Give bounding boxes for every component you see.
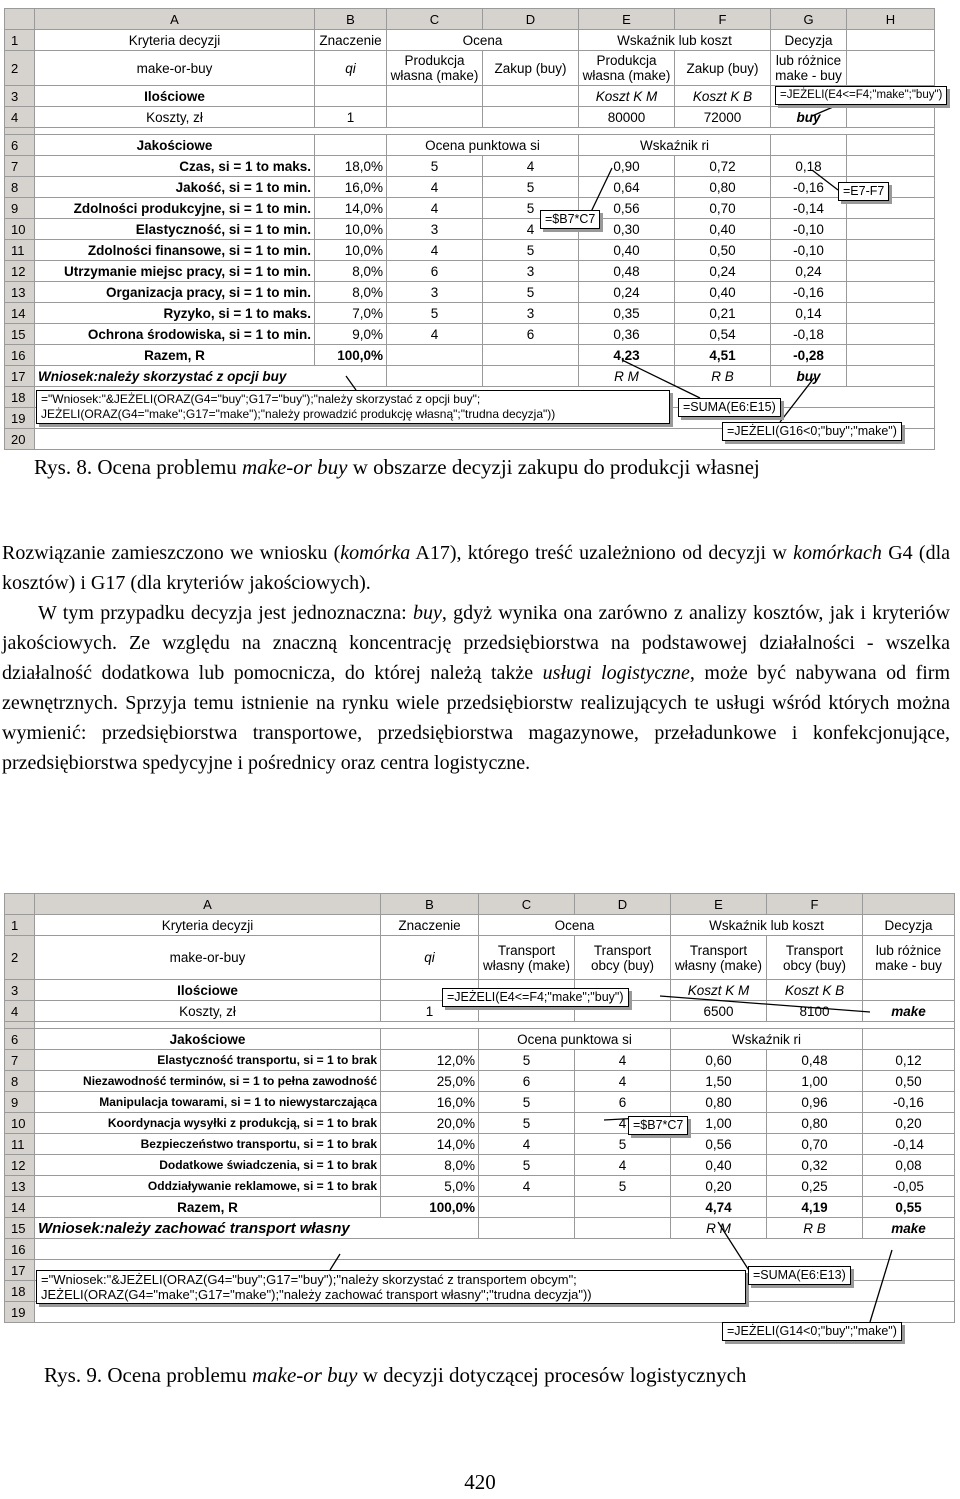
cell[interactable]: lub różnice make - buy xyxy=(771,51,847,86)
cell[interactable]: 4 xyxy=(575,1155,671,1176)
cell[interactable]: Jakościowe xyxy=(35,1029,381,1050)
cell[interactable]: 5 xyxy=(387,156,483,177)
row-header[interactable]: 3 xyxy=(5,86,35,107)
cell[interactable]: Koszt K B xyxy=(675,86,771,107)
row-header[interactable]: 20 xyxy=(5,429,35,450)
column-header[interactable]: F xyxy=(767,894,863,915)
cell[interactable]: 0,48 xyxy=(579,261,675,282)
cell[interactable]: 4 xyxy=(575,1113,671,1134)
caption-text: w obszarze decyzji zakupu do produkcji własnej xyxy=(347,455,760,479)
text-run: W tym przypadku decyzja jest jednoznaczna: xyxy=(38,602,413,624)
row-header[interactable]: 16 xyxy=(5,1239,35,1260)
cell[interactable]: Transport własny (make) xyxy=(479,936,575,980)
cell[interactable]: 4,51 xyxy=(675,345,771,366)
row-header[interactable]: 4 xyxy=(5,1001,35,1022)
formula-line: ="Wniosek:"&JEŻELI(ORAZ(G4="buy";G17="buy");"należy skorzystać z transportem obcym"; xyxy=(41,1272,577,1287)
cell[interactable]: Wniosek:należy zachować transport własny xyxy=(35,1218,479,1239)
caption-text: Rys. 9. Ocena problemu xyxy=(44,1363,252,1387)
cell[interactable]: Wniosek:należy skorzystać z opcji buy xyxy=(35,366,387,387)
cell[interactable]: 0,55 xyxy=(863,1197,955,1218)
cell[interactable]: 0,50 xyxy=(675,240,771,261)
cell[interactable]: -0,10 xyxy=(771,240,847,261)
cell[interactable]: Zdolności finansowe, si = 1 to min. xyxy=(35,240,315,261)
text-italic: usługi logistyczne xyxy=(542,662,690,684)
row-header[interactable]: 17 xyxy=(5,366,35,387)
column-header[interactable]: F xyxy=(675,9,771,30)
arrow-line xyxy=(870,1250,892,1322)
cell[interactable]: 4 xyxy=(387,177,483,198)
cell[interactable]: make xyxy=(863,1218,955,1239)
cell[interactable]: qi xyxy=(381,936,479,980)
cell[interactable]: Niezawodność terminów, si = 1 to pełna zawodność xyxy=(35,1071,381,1092)
callout-arrows-figure-8 xyxy=(0,0,960,450)
column-header[interactable]: H xyxy=(847,9,935,30)
row-header[interactable]: 14 xyxy=(5,1197,35,1218)
row-header[interactable]: 18 xyxy=(5,1281,35,1302)
cell[interactable]: buy xyxy=(771,107,847,128)
row-header[interactable]: 3 xyxy=(5,980,35,1001)
row-header[interactable]: 9 xyxy=(5,198,35,219)
column-header[interactable]: G xyxy=(771,9,847,30)
cell[interactable]: 0,60 xyxy=(671,1050,767,1071)
cell[interactable]: 4 xyxy=(387,198,483,219)
cell[interactable]: -0,05 xyxy=(863,1176,955,1197)
row-header[interactable]: 15 xyxy=(5,1218,35,1239)
caption-text: Rys. 8. Ocena problemu xyxy=(34,455,242,479)
arrow-line xyxy=(812,104,840,116)
formula-callout-conclusion xyxy=(36,390,670,424)
cell[interactable]: Transport obcy (buy) xyxy=(767,936,863,980)
text-italic: komórka xyxy=(340,542,411,564)
cell[interactable]: -0,28 xyxy=(771,345,847,366)
row-header[interactable]: 14 xyxy=(5,303,35,324)
text-italic: buy xyxy=(413,602,442,624)
arrow-line xyxy=(812,170,838,190)
cell[interactable]: 4 xyxy=(575,1050,671,1071)
cell[interactable]: Transport własny (make) xyxy=(671,936,767,980)
cell[interactable]: buy xyxy=(771,366,847,387)
cell[interactable]: 0,18 xyxy=(771,156,847,177)
cell[interactable]: 0,70 xyxy=(767,1134,863,1155)
cell[interactable]: 5 xyxy=(387,303,483,324)
cell[interactable]: 0,70 xyxy=(675,198,771,219)
cell[interactable]: 100,0% xyxy=(315,345,387,366)
cell[interactable]: 14,0% xyxy=(381,1134,479,1155)
cell[interactable]: 0,32 xyxy=(767,1155,863,1176)
cell[interactable]: 3 xyxy=(387,219,483,240)
cell[interactable]: Bezpieczeństwo transportu, si = 1 to brak xyxy=(35,1134,381,1155)
column-header[interactable]: A xyxy=(35,894,381,915)
cell[interactable]: Wskaźnik ri xyxy=(671,1029,863,1050)
cell[interactable]: Ocena punktowa si xyxy=(479,1029,671,1050)
cell[interactable]: 0,56 xyxy=(579,198,675,219)
row-header[interactable]: 8 xyxy=(5,177,35,198)
cell[interactable]: 1,00 xyxy=(767,1071,863,1092)
formula-callout-sum: =SUMA(E6:E15) xyxy=(678,398,781,417)
cell[interactable]: 4 xyxy=(483,156,579,177)
cell[interactable]: Produkcja własna (make) xyxy=(579,51,675,86)
row-header[interactable]: 10 xyxy=(5,219,35,240)
cell[interactable]: Ochrona środowiska, si = 1 to min. xyxy=(35,324,315,345)
row-header[interactable]: 18 xyxy=(5,387,35,408)
cell[interactable]: 8,0% xyxy=(315,282,387,303)
row-header[interactable]: 12 xyxy=(5,261,35,282)
cell[interactable]: qi xyxy=(315,51,387,86)
cell[interactable]: Zakup (buy) xyxy=(483,51,579,86)
cell[interactable]: 0,20 xyxy=(671,1176,767,1197)
cell[interactable]: 0,80 xyxy=(671,1092,767,1113)
caption-italic: make-or buy xyxy=(241,455,348,479)
arrow-line xyxy=(330,1254,340,1270)
cell[interactable]: 0,50 xyxy=(863,1071,955,1092)
row-header[interactable]: 12 xyxy=(5,1155,35,1176)
column-header[interactable]: D xyxy=(575,894,671,915)
cell[interactable]: 5 xyxy=(479,1113,575,1134)
cell[interactable]: Manipulacja towarami, si = 1 to niewystarczająca xyxy=(35,1092,381,1113)
cell[interactable]: make-or-buy xyxy=(35,936,381,980)
cell[interactable]: 3 xyxy=(387,282,483,303)
formula-line: JEŻELI(ORAZ(G4="make";G17="make");"należy prowadzić produkcję własną";"trudna decyzja")) xyxy=(41,407,556,421)
cell[interactable]: Decyzja xyxy=(771,30,847,51)
cell[interactable]: 0,24 xyxy=(675,261,771,282)
column-header[interactable]: B xyxy=(315,9,387,30)
cell[interactable]: 8,0% xyxy=(381,1155,479,1176)
cell[interactable]: Kryteria decyzji xyxy=(35,915,381,936)
row-header[interactable]: 7 xyxy=(5,1050,35,1071)
row-header[interactable]: 13 xyxy=(5,1176,35,1197)
row-header[interactable]: 7 xyxy=(5,156,35,177)
cell[interactable]: 8100 xyxy=(767,1001,863,1022)
cell[interactable]: Koordynacja wysyłki z produkcją, si = 1 to brak xyxy=(35,1113,381,1134)
cell[interactable]: make xyxy=(863,1001,955,1022)
cell[interactable]: Oddziaływanie reklamowe, si = 1 to brak xyxy=(35,1176,381,1197)
row-header[interactable]: 15 xyxy=(5,324,35,345)
cell[interactable]: 5 xyxy=(479,1155,575,1176)
cell[interactable]: -0,14 xyxy=(863,1134,955,1155)
cell[interactable]: 0,90 xyxy=(579,156,675,177)
cell[interactable]: 0,40 xyxy=(579,240,675,261)
arrow-line xyxy=(718,1222,750,1272)
cell[interactable]: 5 xyxy=(483,282,579,303)
page-number: 420 xyxy=(464,1470,496,1494)
cell[interactable]: 0,35 xyxy=(579,303,675,324)
cell[interactable]: 3 xyxy=(483,303,579,324)
cell[interactable]: Wskaźnik ri xyxy=(579,135,771,156)
cell[interactable]: 0,64 xyxy=(579,177,675,198)
arrow-line xyxy=(590,168,612,214)
cell[interactable]: 100,0% xyxy=(381,1197,479,1218)
cell[interactable]: 6 xyxy=(479,1071,575,1092)
cell[interactable]: Zakup (buy) xyxy=(675,51,771,86)
cell[interactable]: 5 xyxy=(575,1176,671,1197)
text-run: , gdyż wynika ona zarówno z analizy kosztów, jak i kryteriów jakościowych. Ze względu na znaczną koncentrację przedsiębiorstwa na podstawowej działalności - wszelka działalność dodatkowa lub pomocnicza, do której należą także xyxy=(2,602,950,684)
cell[interactable]: Ilościowe xyxy=(35,980,381,1001)
cell[interactable]: 5 xyxy=(483,177,579,198)
cell[interactable]: Ocena xyxy=(479,915,671,936)
cell[interactable]: 1 xyxy=(381,1001,479,1022)
cell[interactable]: R B xyxy=(675,366,771,387)
cell[interactable]: Koszty, zł xyxy=(35,107,315,128)
cell[interactable]: 0,48 xyxy=(767,1050,863,1071)
column-header[interactable]: A xyxy=(35,9,315,30)
cell[interactable]: 0,30 xyxy=(579,219,675,240)
cell[interactable]: 20,0% xyxy=(381,1113,479,1134)
cell[interactable]: 6 xyxy=(387,261,483,282)
cell[interactable]: 3 xyxy=(483,261,579,282)
paragraph xyxy=(2,538,950,598)
cell[interactable]: 4 xyxy=(483,219,579,240)
cell[interactable]: -0,16 xyxy=(863,1092,955,1113)
cell[interactable]: Organizacja pracy, si = 1 to min. xyxy=(35,282,315,303)
formula-callout-if: =JEŻELI(G16<0;"buy";"make") xyxy=(722,422,902,441)
row-header[interactable]: 2 xyxy=(5,936,35,980)
row-header[interactable]: 11 xyxy=(5,240,35,261)
cell[interactable]: -0,16 xyxy=(771,177,847,198)
row-header[interactable]: 8 xyxy=(5,1071,35,1092)
row-header[interactable]: 9 xyxy=(5,1092,35,1113)
cell[interactable]: 0,54 xyxy=(675,324,771,345)
cell[interactable]: Wskaźnik lub koszt xyxy=(579,30,771,51)
cell[interactable]: 0,96 xyxy=(767,1092,863,1113)
formula-callout-conclusion xyxy=(36,1270,746,1304)
cell[interactable]: 0,14 xyxy=(771,303,847,324)
cell[interactable]: Zdolności produkcyjne, si = 1 to min. xyxy=(35,198,315,219)
cell[interactable]: 0,80 xyxy=(767,1113,863,1134)
formula-callout-if: =JEŻELI(G14<0;"buy";"make") xyxy=(722,1322,902,1341)
cell[interactable]: Transport obcy (buy) xyxy=(575,936,671,980)
arrow-line xyxy=(660,996,870,1012)
cell[interactable]: Elastyczność, si = 1 to min. xyxy=(35,219,315,240)
cell[interactable]: 8,0% xyxy=(315,261,387,282)
cell[interactable]: Ryzyko, si = 1 to maks. xyxy=(35,303,315,324)
cell[interactable]: 25,0% xyxy=(381,1071,479,1092)
row-header[interactable]: 13 xyxy=(5,282,35,303)
cell[interactable]: 4,74 xyxy=(671,1197,767,1218)
formula-callout-weight: =$B7*C7 xyxy=(540,210,600,229)
column-header[interactable]: E xyxy=(671,894,767,915)
cell[interactable]: 5 xyxy=(483,240,579,261)
cell[interactable]: 0,40 xyxy=(671,1155,767,1176)
row-header[interactable]: 16 xyxy=(5,345,35,366)
cell[interactable]: Wskaźnik lub koszt xyxy=(671,915,863,936)
cell[interactable]: -0,16 xyxy=(771,282,847,303)
column-header[interactable]: D xyxy=(483,9,579,30)
cell[interactable]: make-or-buy xyxy=(35,51,315,86)
cell[interactable]: Koszt K B xyxy=(767,980,863,1001)
cell[interactable]: Koszt K M xyxy=(671,980,767,1001)
arrow-line xyxy=(346,376,356,390)
cell[interactable]: Produkcja własna (make) xyxy=(387,51,483,86)
text-run: A17), którego treść uzależniono od decyzji w xyxy=(410,542,794,564)
cell[interactable]: 1,50 xyxy=(671,1071,767,1092)
row-header[interactable]: 6 xyxy=(5,1029,35,1050)
cell[interactable]: 4,23 xyxy=(579,345,675,366)
text-run: Rozwiązanie zamieszczono we wniosku ( xyxy=(2,542,341,564)
cell[interactable]: 0,40 xyxy=(675,219,771,240)
cell[interactable]: Ocena xyxy=(387,30,579,51)
cell[interactable]: Dodatkowe świadczenia, si = 1 to brak xyxy=(35,1155,381,1176)
cell[interactable]: 14,0% xyxy=(315,198,387,219)
cell[interactable]: 5 xyxy=(479,1050,575,1071)
cell[interactable]: 16,0% xyxy=(315,177,387,198)
formula-callout-difference: =E7-F7 xyxy=(838,182,889,201)
formula-callout-sum: =SUMA(E6:E13) xyxy=(748,1266,851,1285)
cell[interactable]: 4 xyxy=(479,1134,575,1155)
cell[interactable]: 0,40 xyxy=(675,282,771,303)
formula-callout-decision: =JEŻELI(E4<=F4;"make";"buy") xyxy=(442,988,629,1007)
cell[interactable]: 72000 xyxy=(675,107,771,128)
cell[interactable]: 5 xyxy=(479,1092,575,1113)
cell[interactable]: Utrzymanie miejsc pracy, si = 1 to min. xyxy=(35,261,315,282)
formula-callout-weight: =$B7*C7 xyxy=(628,1116,688,1135)
row-header[interactable]: 1 xyxy=(5,915,35,936)
cell[interactable]: Kryteria decyzji xyxy=(35,30,315,51)
body-text xyxy=(2,538,950,778)
cell[interactable]: Czas, si = 1 to maks. xyxy=(35,156,315,177)
cell[interactable]: 0,21 xyxy=(675,303,771,324)
cell[interactable]: 5 xyxy=(483,198,579,219)
paragraph xyxy=(2,598,950,778)
cell[interactable]: 12,0% xyxy=(381,1050,479,1071)
row-header[interactable]: 11 xyxy=(5,1134,35,1155)
cell[interactable]: 18,0% xyxy=(315,156,387,177)
cell[interactable]: 6500 xyxy=(671,1001,767,1022)
cell[interactable]: 10,0% xyxy=(315,240,387,261)
caption-text: w decyzji dotyczącej procesów logistycznych xyxy=(357,1363,747,1387)
cell[interactable]: 9,0% xyxy=(315,324,387,345)
cell[interactable]: 5 xyxy=(575,1134,671,1155)
cell[interactable]: 6 xyxy=(575,1092,671,1113)
row-header[interactable]: 6 xyxy=(5,135,35,156)
column-header[interactable]: E xyxy=(579,9,675,30)
cell[interactable]: 0,25 xyxy=(767,1176,863,1197)
row-header[interactable]: 19 xyxy=(5,408,35,429)
cell[interactable]: 0,72 xyxy=(675,156,771,177)
cell[interactable]: 16,0% xyxy=(381,1092,479,1113)
cell[interactable]: Znaczenie xyxy=(315,30,387,51)
formula-callout-decision: =JEŻELI(E4<=F4;"make";"buy") xyxy=(775,86,947,105)
cell[interactable]: Elastyczność transportu, si = 1 to brak xyxy=(35,1050,381,1071)
row-header[interactable]: 2 xyxy=(5,51,35,86)
row-header[interactable]: 10 xyxy=(5,1113,35,1134)
cell[interactable]: -0,14 xyxy=(771,198,847,219)
column-header[interactable]: C xyxy=(387,9,483,30)
text-italic: komórkach xyxy=(793,542,882,564)
cell[interactable]: 4 xyxy=(387,240,483,261)
cell[interactable]: 0,12 xyxy=(863,1050,955,1071)
cell[interactable]: -0,18 xyxy=(771,324,847,345)
cell[interactable]: 0,24 xyxy=(579,282,675,303)
cell[interactable]: 5,0% xyxy=(381,1176,479,1197)
column-header[interactable]: B xyxy=(381,894,479,915)
cell[interactable]: Koszty, zł xyxy=(35,1001,381,1022)
cell[interactable]: -0,10 xyxy=(771,219,847,240)
cell[interactable]: 0,20 xyxy=(863,1113,955,1134)
cell[interactable]: 1,00 xyxy=(671,1113,767,1134)
cell[interactable]: 80000 xyxy=(579,107,675,128)
cell[interactable]: 4 xyxy=(575,1071,671,1092)
cell[interactable]: Decyzja xyxy=(863,915,955,936)
cell[interactable]: 0,08 xyxy=(863,1155,955,1176)
row-header[interactable]: 17 xyxy=(5,1260,35,1281)
cell[interactable]: Koszt K M xyxy=(579,86,675,107)
cell[interactable]: Ilościowe xyxy=(35,86,315,107)
cell[interactable]: 0,24 xyxy=(771,261,847,282)
cell[interactable]: 0,80 xyxy=(675,177,771,198)
cell[interactable]: 1 xyxy=(315,107,387,128)
cell[interactable]: 10,0% xyxy=(315,219,387,240)
cell[interactable]: Razem, R xyxy=(35,1197,381,1218)
row-header[interactable]: 19 xyxy=(5,1302,35,1323)
formula-line: JEŻELI(ORAZ(G4="make";G17="make");"należy zachować transport własny";"trudna decyzja")) xyxy=(41,1287,592,1302)
arrow-line xyxy=(780,378,814,422)
cell[interactable]: R B xyxy=(767,1218,863,1239)
cell[interactable]: 0,56 xyxy=(671,1134,767,1155)
cell[interactable]: lub różnice make - buy xyxy=(863,936,955,980)
cell[interactable]: 6 xyxy=(483,324,579,345)
row-header[interactable]: 1 xyxy=(5,30,35,51)
cell[interactable]: 0,36 xyxy=(579,324,675,345)
cell[interactable]: R M xyxy=(579,366,675,387)
text-run: , może być nabywana od firm zewnętrznych. Sprzyja temu istnienie na rynku wiele przedsiębiorstw realizujących te usługi wśród których można wymienić: przedsiębiorstwa transportowe, przedsiębiorstwa magazynowe, przeładunkowe i konfekcjonujące, przedsiębiorstwa spedycyjne i pośrednicy oraz centra logistyczne. xyxy=(2,662,951,774)
caption-italic: make-or buy xyxy=(251,1363,358,1387)
row-header[interactable]: 4 xyxy=(5,107,35,128)
cell[interactable]: Razem, R xyxy=(35,345,315,366)
text-run: G4 (dla kosztów) i G17 (dla kryteriów jakościowych). xyxy=(2,542,951,594)
column-header[interactable]: C xyxy=(479,894,575,915)
cell[interactable]: Znaczenie xyxy=(381,915,479,936)
formula-line: ="Wniosek:"&JEŻELI(ORAZ(G4="buy";G17="buy");"należy skorzystać z opcji buy"; xyxy=(41,392,481,406)
cell[interactable]: 7,0% xyxy=(315,303,387,324)
cell[interactable]: 4 xyxy=(479,1176,575,1197)
cell[interactable]: R M xyxy=(671,1218,767,1239)
figure-8-caption xyxy=(34,454,760,480)
cell[interactable]: 4,19 xyxy=(767,1197,863,1218)
cell[interactable]: Jakościowe xyxy=(35,135,315,156)
cell[interactable]: Ocena punktowa si xyxy=(387,135,579,156)
cell[interactable]: 4 xyxy=(387,324,483,345)
cell[interactable]: Jakość, si = 1 to min. xyxy=(35,177,315,198)
